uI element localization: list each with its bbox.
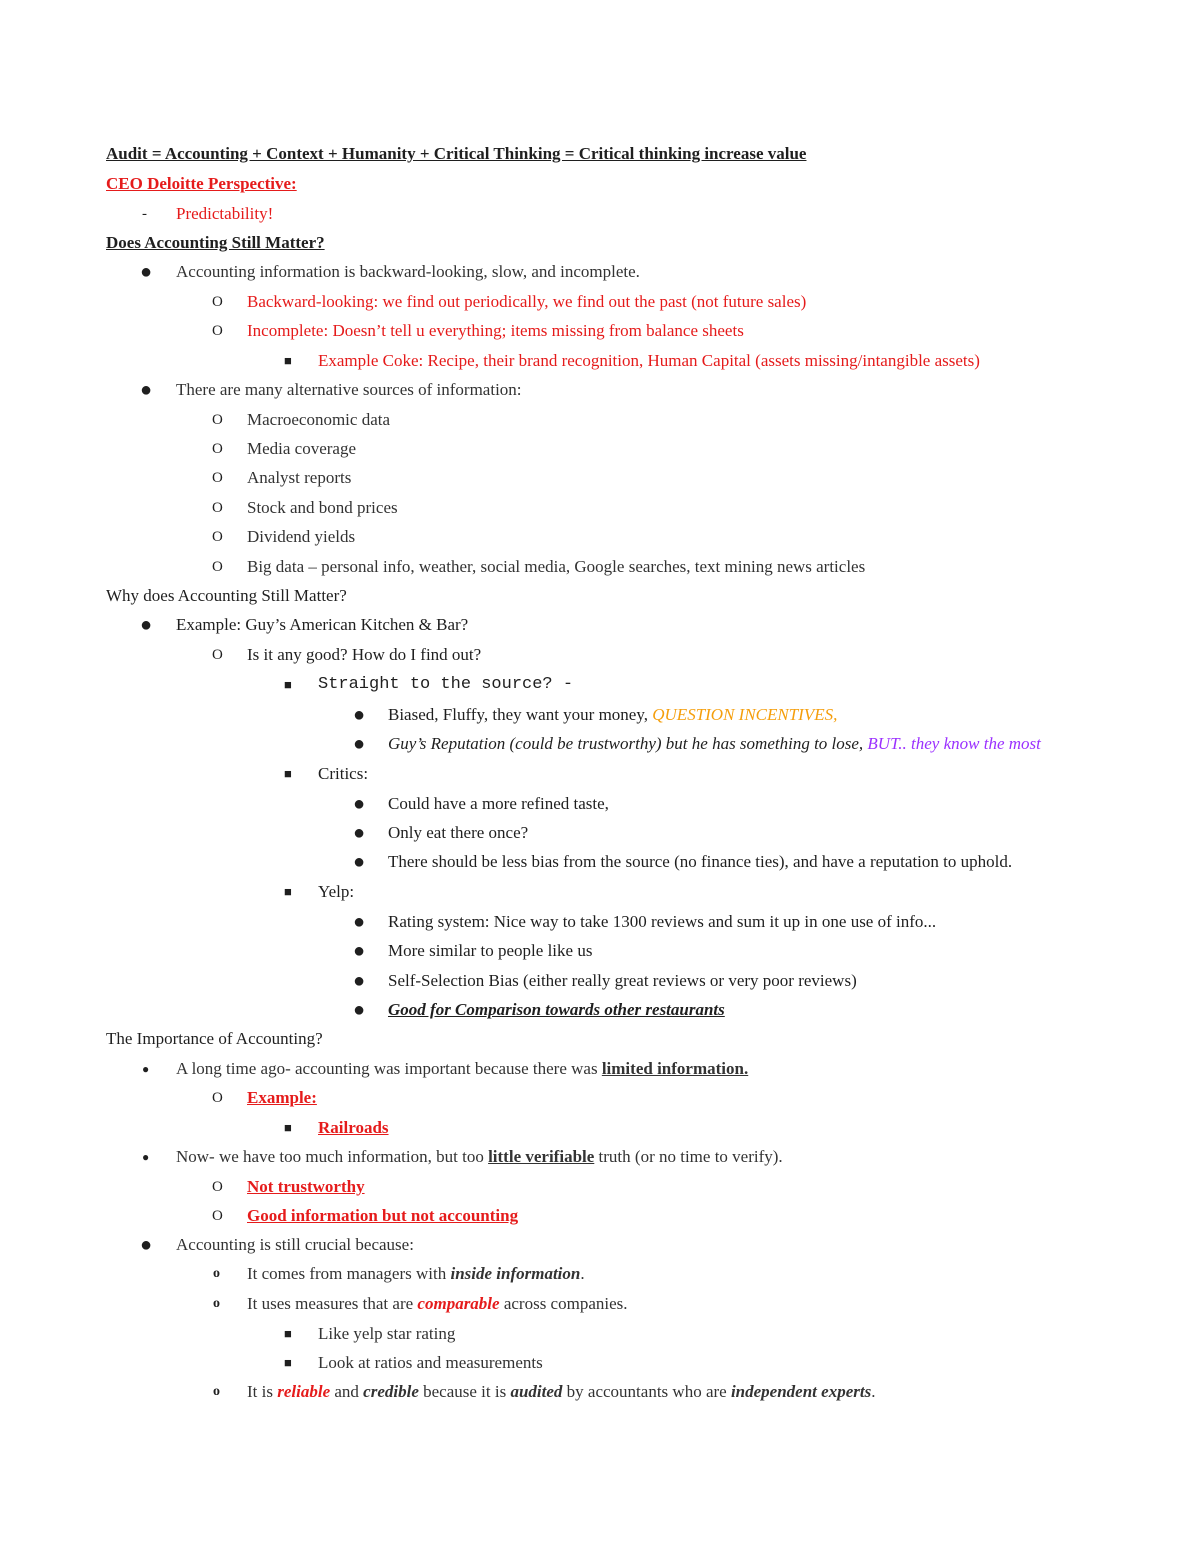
text-segment: across companies. — [499, 1294, 628, 1313]
list-item: Dividend yields — [247, 527, 356, 546]
circle-bullet: O — [212, 647, 223, 663]
list-item: Railroads — [318, 1118, 389, 1137]
list-item: Incomplete: Doesn’t tell u everything; items missing from balance sheets — [247, 321, 744, 340]
text-segment: A long time ago- accounting was important because there was — [176, 1059, 602, 1078]
heading-ceo-deloitte: CEO Deloitte Perspective: — [106, 174, 297, 193]
text-segment-highlight: BUT.. they know the most — [867, 734, 1041, 753]
circle-bullet: O — [212, 412, 223, 428]
text-segment: Guy’s Reputation (could be trustworthy) but he has something to lose, — [388, 734, 868, 753]
disc-bullet: ● — [353, 970, 366, 992]
list-item: Macroeconomic data — [247, 410, 391, 429]
circle-bullet: O — [212, 441, 223, 457]
list-item: Not trustworthy — [247, 1177, 365, 1196]
list-item — [176, 1146, 783, 1168]
text-segment-emphasis: limited information. — [601, 1059, 749, 1078]
list-item — [247, 1293, 628, 1315]
list-item: Example: — [247, 1088, 317, 1107]
circle-bullet: O — [212, 294, 223, 310]
text-segment: Now- we have too much information, but too — [176, 1147, 489, 1166]
list-item: More similar to people like us — [388, 941, 593, 960]
text-segment: It comes from managers with — [247, 1264, 451, 1283]
small-disc-bullet: ● — [142, 1150, 150, 1164]
text-segment-emphasis: credible — [363, 1382, 419, 1401]
text-segment: and — [330, 1382, 364, 1401]
square-bullet: ■ — [284, 1326, 292, 1341]
circle-bullet: O — [212, 1208, 223, 1224]
list-item: Predictability! — [176, 204, 274, 223]
circle-bullet: O — [212, 559, 223, 575]
text-segment: by accountants who are — [562, 1382, 731, 1401]
text-segment-emphasis: inside information — [450, 1264, 581, 1283]
square-bullet: ■ — [284, 1120, 292, 1135]
text-segment: truth (or no time to verify). — [594, 1147, 783, 1166]
list-item — [388, 733, 1041, 755]
list-item: Stock and bond prices — [247, 498, 398, 517]
text-segment-emphasis: little verifiable — [488, 1147, 595, 1166]
small-circle-bullet: o — [213, 1266, 220, 1281]
text-segment: It uses measures that are — [247, 1294, 418, 1313]
square-bullet: ■ — [284, 1355, 292, 1370]
document-title: Audit = Accounting + Context + Humanity + Critical Thinking = Critical thinking increase value — [106, 144, 807, 163]
list-item: Yelp: — [318, 882, 355, 901]
list-item: Big data – personal info, weather, social media, Google searches, text mining news articles — [247, 557, 866, 576]
list-item: Rating system: Nice way to take 1300 reviews and sum it up in one use of info... — [388, 912, 937, 931]
heading-why-accounting-matters: Why does Accounting Still Matter? — [106, 586, 347, 605]
text-segment-emphasis: comparable — [417, 1294, 500, 1313]
list-item: Like yelp star rating — [318, 1324, 456, 1343]
circle-bullet: O — [212, 500, 223, 516]
text-segment-emphasis: audited — [510, 1382, 563, 1401]
list-item: Analyst reports — [247, 468, 352, 487]
list-item: Media coverage — [247, 439, 357, 458]
list-item: Example: Guy’s American Kitchen & Bar? — [176, 615, 469, 634]
list-item: Look at ratios and measurements — [318, 1353, 543, 1372]
text-segment: because it is — [418, 1382, 511, 1401]
text-segment-emphasis: independent experts — [730, 1382, 872, 1401]
list-item: There are many alternative sources of information: — [176, 380, 522, 399]
list-item — [247, 1381, 875, 1403]
list-item: Self-Selection Bias (either really great reviews or very poor reviews) — [388, 971, 857, 990]
list-item: Backward-looking: we find out periodically, we find out the past (not future sales) — [247, 292, 807, 311]
disc-bullet: ● — [140, 1234, 153, 1256]
disc-bullet: ● — [140, 614, 153, 636]
small-circle-bullet: o — [213, 1296, 220, 1311]
list-item: Accounting is still crucial because: — [176, 1235, 414, 1254]
square-bullet: ■ — [284, 353, 292, 368]
heading-does-accounting-matter: Does Accounting Still Matter? — [106, 233, 325, 252]
small-disc-bullet: ● — [142, 1062, 150, 1076]
text-segment: Biased, Fluffy, they want your money, — [388, 705, 653, 724]
text-segment-emphasis: reliable — [277, 1382, 331, 1401]
text-segment-highlight: QUESTION INCENTIVES, — [652, 705, 838, 724]
square-bullet: ■ — [284, 766, 292, 781]
text-segment: . — [580, 1264, 585, 1283]
circle-bullet: O — [212, 323, 223, 339]
disc-bullet: ● — [353, 822, 366, 844]
list-item — [388, 704, 837, 726]
list-item: Critics: — [318, 764, 369, 783]
disc-bullet: ● — [353, 733, 366, 755]
list-item: Is it any good? How do I find out? — [247, 645, 482, 664]
small-circle-bullet: o — [213, 1384, 220, 1399]
circle-bullet: O — [212, 1179, 223, 1195]
square-bullet: ■ — [284, 677, 292, 692]
heading-importance-of-accounting: The Importance of Accounting? — [106, 1029, 323, 1048]
square-bullet: ■ — [284, 884, 292, 899]
disc-bullet: ● — [353, 793, 366, 815]
disc-bullet: ● — [140, 261, 153, 283]
disc-bullet: ● — [353, 999, 366, 1021]
dash-bullet: - — [142, 206, 147, 222]
circle-bullet: O — [212, 529, 223, 545]
disc-bullet: ● — [140, 379, 153, 401]
list-item: Good information but not accounting — [247, 1206, 519, 1225]
list-item: Example Coke: Recipe, their brand recognition, Human Capital (assets missing/intangible assets) — [318, 351, 980, 370]
list-item: Only eat there once? — [388, 823, 529, 842]
text-segment: . — [871, 1382, 876, 1401]
list-item — [176, 1058, 748, 1080]
disc-bullet: ● — [353, 851, 366, 873]
circle-bullet: O — [212, 470, 223, 486]
list-item: Straight to the source? - — [318, 675, 574, 694]
list-item: There should be less bias from the source (no finance ties), and have a reputation to uphold. — [388, 852, 1013, 871]
circle-bullet: O — [212, 1090, 223, 1106]
text-segment: It is — [247, 1382, 278, 1401]
list-item: Could have a more refined taste, — [388, 794, 609, 813]
list-item: Good for Comparison towards other restaurants — [388, 1000, 725, 1019]
list-item — [247, 1263, 585, 1285]
disc-bullet: ● — [353, 940, 366, 962]
disc-bullet: ● — [353, 911, 366, 933]
disc-bullet: ● — [353, 704, 366, 726]
list-item: Accounting information is backward-looking, slow, and incomplete. — [176, 262, 640, 281]
